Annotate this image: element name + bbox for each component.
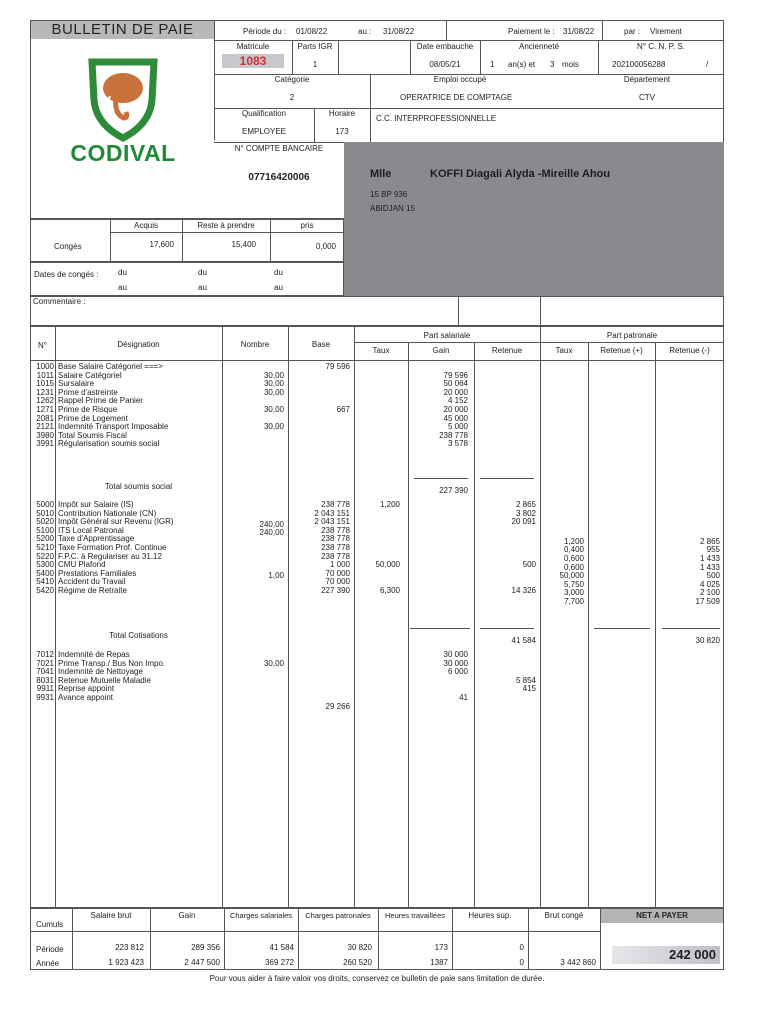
g3-base-4 bbox=[288, 711, 350, 720]
h-salaire-brut: Salaire brut bbox=[90, 911, 132, 920]
g1-designations-3: Prime d'astreinte bbox=[58, 387, 118, 397]
g3-designations-0: Indemnité de Repas bbox=[58, 650, 130, 659]
g2-taux bbox=[354, 501, 400, 596]
g3-retenue-1 bbox=[474, 660, 536, 669]
g2-designations-4: Taxe d'Apprentissage bbox=[58, 534, 135, 544]
g2-codes-0: 5000 bbox=[36, 500, 54, 509]
anciennete-label: Ancienneté bbox=[518, 42, 560, 51]
par-label: par : bbox=[624, 27, 641, 36]
periode-row-label: Période bbox=[36, 945, 64, 954]
h-heures-travaillees: Heures travaillées bbox=[384, 911, 446, 920]
periode-label: Période du : bbox=[243, 27, 287, 36]
g2-nombre bbox=[222, 512, 284, 607]
periode-heures-sup: 0 bbox=[519, 943, 524, 952]
g1-base-0: 79 596 bbox=[325, 362, 350, 371]
g1-codes-0: 1000 bbox=[36, 362, 54, 371]
g1-gain-2: 50 064 bbox=[443, 379, 468, 389]
g2-taux-7: 50,000 bbox=[375, 560, 400, 570]
g2-codes-5: 5210 bbox=[36, 542, 54, 552]
g1-designations-7: Indemnité Transport Imposable bbox=[58, 422, 169, 432]
g3-codes-1: 7021 bbox=[36, 658, 54, 668]
g2-taux-0: 1,200 bbox=[379, 500, 400, 509]
g1-nombre-2: 30,00 bbox=[263, 379, 284, 389]
g3-retenue-5 bbox=[474, 694, 536, 703]
g3-codes-2: 7041 bbox=[36, 667, 54, 677]
anciennete-years: 1 bbox=[490, 60, 495, 69]
g1-base-2 bbox=[288, 380, 350, 389]
pris-label: pris bbox=[300, 221, 314, 230]
g2-retenue-minus-5: 1 433 bbox=[699, 553, 720, 563]
g3-nombre bbox=[222, 651, 284, 703]
col-no: N° bbox=[38, 341, 47, 350]
g2-designations-1: Contribution Nationale (CN) bbox=[58, 508, 157, 518]
annee-gain: 2 447 500 bbox=[184, 958, 220, 967]
g3-nombre-1: 30,00 bbox=[263, 658, 284, 668]
g2-taux-1 bbox=[354, 510, 400, 519]
g1-nombre-5: 30,00 bbox=[263, 404, 284, 414]
g2-designations-6: F.P.C. à Regulariser au 31.12 bbox=[58, 551, 162, 561]
g1-designations bbox=[58, 363, 220, 449]
g2-taux-patronal-3: 1,200 bbox=[563, 536, 584, 546]
g2-designations-7: CMU Plafond bbox=[58, 560, 106, 570]
g1-base-3 bbox=[288, 389, 350, 398]
g1-gain bbox=[408, 363, 468, 449]
g1-gain-9: 3 578 bbox=[447, 439, 468, 449]
g3-nombre-3 bbox=[222, 677, 284, 686]
g1-total-gain: 227 390 bbox=[439, 486, 468, 495]
g2-taux-patronal-8: 5,750 bbox=[563, 579, 584, 589]
periode-heures: 173 bbox=[434, 943, 448, 952]
g1-gain-8: 238 778 bbox=[439, 430, 468, 440]
g3-base-3: 29 266 bbox=[325, 701, 350, 711]
commentaire-label: Commentaire : bbox=[33, 297, 86, 306]
document-title: BULLETIN DE PAIE bbox=[31, 21, 214, 39]
g2-codes-1: 5010 bbox=[36, 508, 54, 518]
g1-designations-5: Prime de Risque bbox=[58, 404, 118, 414]
g2-codes-8: 5400 bbox=[36, 568, 54, 578]
address-line-1: 15 BP 936 bbox=[370, 190, 408, 199]
g3-nombre-4 bbox=[222, 685, 284, 694]
g3-retenue-0 bbox=[474, 651, 536, 660]
periode-au: 31/08/22 bbox=[383, 27, 415, 36]
g3-codes bbox=[30, 651, 54, 703]
g1-nombre bbox=[222, 363, 284, 449]
g2-taux-patronal-0 bbox=[540, 512, 584, 521]
g3-gain-1: 30 000 bbox=[443, 658, 468, 668]
g2-taux-8 bbox=[354, 570, 400, 579]
col-retenue-minus: Retenue (-) bbox=[669, 346, 710, 355]
company-name: CODIVAL bbox=[70, 140, 176, 166]
categorie-value: 2 bbox=[289, 93, 295, 102]
g2-codes bbox=[30, 501, 54, 596]
au-2: au bbox=[198, 283, 207, 292]
g2-taux-patronal bbox=[540, 512, 584, 607]
departement-label: Département bbox=[623, 75, 671, 84]
periode-charges-sal: 41 584 bbox=[269, 943, 294, 952]
g1-gain-1: 79 596 bbox=[443, 370, 468, 380]
annee-row-label: Année bbox=[36, 959, 60, 968]
g2-codes-6: 5220 bbox=[36, 551, 54, 561]
col-nombre: Nombre bbox=[240, 340, 270, 349]
g2-retenue-5 bbox=[474, 544, 536, 553]
g1-codes-1: 1011 bbox=[36, 370, 54, 380]
g2-retenue-1: 3 802 bbox=[515, 508, 536, 518]
g2-codes-10: 5420 bbox=[36, 585, 54, 595]
g3-gain bbox=[408, 651, 468, 703]
g2-base bbox=[288, 501, 350, 596]
embauche-label: Date embauche bbox=[416, 42, 474, 51]
g2-taux-patronal-7: 50,000 bbox=[559, 571, 584, 581]
g2-taux-patronal-10: 7,700 bbox=[563, 596, 584, 606]
compte-value: 07716420006 bbox=[248, 172, 310, 183]
g2-codes-3: 5100 bbox=[36, 525, 54, 535]
g2-retenue-minus-0 bbox=[655, 512, 720, 521]
footer-note: Pour vous aider à faire valoir vos droits, conservez ce bulletin de paie sans limitation de durée. bbox=[209, 974, 545, 983]
g3-codes-5: 9931 bbox=[36, 692, 54, 702]
g3-nombre-2 bbox=[222, 668, 284, 677]
g1-codes-5: 1271 bbox=[36, 404, 54, 414]
qualification-value: EMPLOYEE bbox=[241, 127, 286, 136]
horaire-label: Horaire bbox=[328, 109, 356, 118]
qualification-label: Qualification bbox=[241, 109, 287, 118]
g3-retenue-3: 5 854 bbox=[515, 675, 536, 685]
cnps-value: 202100056288 bbox=[612, 60, 666, 69]
g2-retenue-2: 20 091 bbox=[511, 517, 536, 527]
g2-total-patronal: 30 820 bbox=[695, 636, 720, 645]
net-a-payer-value: 242 000 bbox=[612, 946, 720, 964]
g3-designations-3: Retenue Mutuelle Maladie bbox=[58, 675, 151, 685]
col-designation: Désignation bbox=[117, 340, 160, 349]
g2-total-label: Total Cotisations bbox=[109, 631, 168, 640]
g2-retenue-minus-7: 500 bbox=[706, 571, 720, 581]
company-logo bbox=[80, 52, 166, 142]
g1-designations-8: Total Soumis Fiscal bbox=[58, 430, 127, 440]
du-3: du bbox=[274, 268, 283, 277]
g2-retenue-minus-8: 4 025 bbox=[699, 579, 720, 589]
g3-retenue-4: 415 bbox=[522, 684, 536, 694]
g1-codes-7: 2121 bbox=[36, 422, 54, 432]
g2-taux-5 bbox=[354, 544, 400, 553]
g2-nombre-4 bbox=[222, 546, 284, 555]
g2-designations-10: Régime de Retraite bbox=[58, 585, 127, 595]
g2-base-4: 238 778 bbox=[321, 534, 350, 544]
periode-charges-pat: 30 820 bbox=[347, 943, 372, 952]
conges-label: Congés bbox=[54, 242, 82, 251]
g3-designations-2: Indemnité de Nettoyage bbox=[58, 667, 143, 677]
g2-nombre-7: 1,00 bbox=[268, 571, 284, 581]
col-retenue-plus: Retenue (+) bbox=[600, 346, 643, 355]
annee-salaire: 1 923 423 bbox=[108, 958, 144, 967]
reste-value: 15,400 bbox=[231, 240, 256, 249]
g2-taux-2 bbox=[354, 518, 400, 527]
du-1: du bbox=[118, 268, 127, 277]
g3-retenue bbox=[474, 651, 536, 703]
g1-nombre-9 bbox=[222, 440, 284, 449]
elephant-shield-icon bbox=[80, 52, 166, 142]
annee-heures: 1387 bbox=[430, 958, 448, 967]
g2-retenue-minus-3: 2 865 bbox=[699, 536, 720, 546]
g1-codes bbox=[30, 363, 54, 449]
g1-designations-1: Salaire Catégoriel bbox=[58, 370, 122, 380]
paiement-label: Paiement le : bbox=[508, 27, 555, 36]
au-label: au : bbox=[358, 27, 372, 36]
departement-value: CTV bbox=[639, 93, 655, 102]
h-brut-conge: Brut congé bbox=[544, 911, 584, 920]
g3-codes-0: 7012 bbox=[36, 650, 54, 659]
g2-nombre-5 bbox=[222, 555, 284, 564]
g1-codes-4: 1262 bbox=[36, 396, 54, 406]
anciennete-unit: mois bbox=[562, 60, 579, 69]
anciennete-months: 3 bbox=[550, 60, 555, 69]
g1-codes-3: 1231 bbox=[36, 387, 54, 397]
g2-base-2: 2 043 151 bbox=[314, 517, 350, 527]
g3-base-1 bbox=[288, 686, 350, 695]
g2-base-10: 227 390 bbox=[321, 585, 350, 595]
g1-nombre-1: 30,00 bbox=[263, 370, 284, 380]
g2-retenue-minus-1 bbox=[655, 521, 720, 530]
periode-salaire: 223 812 bbox=[115, 943, 144, 952]
h-gain: Gain bbox=[178, 911, 196, 920]
g2-codes-9: 5410 bbox=[36, 577, 54, 587]
dates-conges-block bbox=[30, 262, 344, 296]
g2-base-9: 70 000 bbox=[325, 577, 350, 587]
g1-gain-3: 20 000 bbox=[443, 387, 468, 397]
cnps-suffix: / bbox=[706, 60, 709, 69]
g1-codes-6: 2081 bbox=[36, 413, 54, 423]
g1-designations-4: Rappel Prime de Panier bbox=[58, 396, 143, 406]
commentaire-block bbox=[30, 296, 724, 326]
g2-retenue-minus-4: 955 bbox=[706, 545, 720, 555]
g2-retenue-8 bbox=[474, 570, 536, 579]
address-block bbox=[344, 142, 724, 296]
g2-base-0: 238 778 bbox=[321, 500, 350, 509]
g1-codes-9: 3991 bbox=[36, 439, 54, 449]
g2-taux-patronal-1 bbox=[540, 521, 584, 530]
horaire-value: 173 bbox=[335, 127, 349, 136]
g2-base-1: 2 043 151 bbox=[314, 508, 350, 518]
g1-gain-6: 45 000 bbox=[443, 413, 468, 423]
g3-base bbox=[288, 677, 350, 729]
g1-nombre-8 bbox=[222, 432, 284, 441]
g1-codes-8: 3980 bbox=[36, 430, 54, 440]
g2-taux-10: 6,300 bbox=[379, 585, 400, 595]
g2-designations-5: Taxe Formation Prof. Continue bbox=[58, 542, 167, 552]
col-part-patronale: Part patronale bbox=[606, 331, 658, 340]
g2-retenue-3 bbox=[474, 527, 536, 536]
annee-charges-pat: 260 520 bbox=[343, 958, 372, 967]
g1-designations-2: Sursalaire bbox=[58, 379, 95, 389]
g2-designations-3: ITS Local Patronal bbox=[58, 525, 124, 535]
anciennete-mid: an(s) et bbox=[508, 60, 536, 69]
matricule-value: 1083 bbox=[222, 54, 284, 68]
compte-label: N° COMPTE BANCAIRE bbox=[234, 144, 324, 153]
parts-label: Parts IGR bbox=[297, 42, 333, 51]
paiement-date: 31/08/22 bbox=[563, 27, 595, 36]
annee-charges-sal: 369 272 bbox=[265, 958, 294, 967]
g1-base-6 bbox=[288, 415, 350, 424]
g1-nombre-3: 30,00 bbox=[263, 387, 284, 397]
g1-base-5: 667 bbox=[336, 404, 350, 414]
g2-retenue-4 bbox=[474, 535, 536, 544]
g2-codes-2: 5020 bbox=[36, 517, 54, 527]
employee-name: KOFFI Diagali Alyda -Mireille Ahou bbox=[430, 168, 611, 180]
g1-gain-7: 5 000 bbox=[447, 422, 468, 432]
par-value: Virement bbox=[650, 27, 682, 36]
net-a-payer-label: NET A PAYER bbox=[601, 909, 723, 923]
du-2: du bbox=[198, 268, 207, 277]
g1-codes-2: 1015 bbox=[36, 379, 54, 389]
g2-taux-patronal-4: 0,400 bbox=[563, 545, 584, 555]
g2-nombre-2: 240,00 bbox=[259, 528, 284, 538]
g2-retenue-minus-10: 17 509 bbox=[695, 596, 720, 606]
civilite: Mlle bbox=[370, 168, 392, 180]
parts-value: 1 bbox=[312, 60, 318, 69]
g2-total-retenue: 41 584 bbox=[511, 636, 536, 645]
g1-base-9 bbox=[288, 440, 350, 449]
col-taux: Taux bbox=[372, 346, 390, 355]
g2-base-7: 1 000 bbox=[329, 560, 350, 570]
g2-designations-8: Prestations Familiales bbox=[58, 568, 137, 578]
g1-gain-5: 20 000 bbox=[443, 404, 468, 414]
g2-nombre-1: 240,00 bbox=[259, 519, 284, 529]
reste-label: Reste à prendre bbox=[197, 221, 255, 230]
g2-retenue-minus bbox=[655, 512, 720, 607]
g2-retenue-10: 14 326 bbox=[511, 585, 536, 595]
acquis-value: 17,600 bbox=[149, 240, 174, 249]
g3-base-0 bbox=[288, 677, 350, 686]
g1-base-8 bbox=[288, 432, 350, 441]
g3-designations-1: Prime Transp./ Bus Non Impo. bbox=[58, 658, 166, 668]
g2-retenue-7: 500 bbox=[522, 560, 536, 570]
pris-value: 0,000 bbox=[315, 242, 336, 251]
g1-gain-4: 4 152 bbox=[447, 396, 468, 406]
g2-nombre-10 bbox=[222, 598, 284, 607]
g3-designations-4: Reprise appoint bbox=[58, 684, 115, 694]
g2-taux-patronal-6: 0,600 bbox=[563, 562, 584, 572]
periode-gain: 289 356 bbox=[191, 943, 220, 952]
g3-base-5 bbox=[288, 720, 350, 729]
g2-taux-patronal-9: 3,000 bbox=[563, 588, 584, 598]
col-part-salariale: Part salariale bbox=[423, 331, 471, 340]
g2-codes-7: 5300 bbox=[36, 560, 54, 570]
cumuls-label: Cumuls bbox=[36, 920, 64, 929]
g2-retenue bbox=[474, 501, 536, 596]
g3-codes-3: 8031 bbox=[36, 675, 54, 685]
g2-taux-4 bbox=[354, 535, 400, 544]
g2-base-6: 238 778 bbox=[321, 551, 350, 561]
g1-base-7 bbox=[288, 423, 350, 432]
embauche-value: 08/05/21 bbox=[429, 60, 461, 69]
matricule-label: Matricule bbox=[236, 42, 270, 51]
g2-base-3: 238 778 bbox=[321, 525, 350, 535]
g2-base-8: 70 000 bbox=[325, 568, 350, 578]
g1-designations-6: Prime de Logement bbox=[58, 413, 128, 423]
g2-nombre-8 bbox=[222, 581, 284, 590]
annee-brut-conge: 3 442 860 bbox=[560, 958, 596, 967]
cnps-label: N° C. N. P. S. bbox=[637, 42, 685, 51]
au-1: au bbox=[118, 283, 127, 292]
g2-nombre-9 bbox=[222, 589, 284, 598]
g2-retenue-minus-9: 2 100 bbox=[699, 588, 720, 598]
g3-gain-0: 30 000 bbox=[443, 650, 468, 659]
g1-total-label: Total soumis social bbox=[104, 482, 173, 491]
g2-codes-4: 5200 bbox=[36, 534, 54, 544]
g2-designations-2: Impôt Général sur Revenu (IGR) bbox=[58, 517, 174, 527]
g3-gain-5: 41 bbox=[459, 692, 468, 702]
dates-conges-label: Dates de congés : bbox=[34, 270, 99, 279]
g3-designations-5: Avance appoint bbox=[58, 692, 114, 702]
annee-heures-sup: 0 bbox=[519, 958, 524, 967]
col-gain: Gain bbox=[432, 346, 450, 355]
g2-taux-3 bbox=[354, 527, 400, 536]
emploi-label: Emploi occupé bbox=[433, 75, 487, 84]
col-retenue: Retenue bbox=[491, 346, 523, 355]
g2-nombre-3 bbox=[222, 538, 284, 547]
address-line-2: ABIDJAN 15 bbox=[370, 204, 415, 213]
g2-designations bbox=[58, 501, 220, 596]
emploi-value: OPERATRICE DE COMPTAGE bbox=[400, 93, 513, 102]
g2-retenue-0: 2 865 bbox=[515, 500, 536, 509]
col-base: Base bbox=[311, 340, 331, 349]
h-charges-patronales: Charges patronales bbox=[305, 911, 371, 920]
g2-retenue-minus-6: 1 433 bbox=[699, 562, 720, 572]
h-heures-sup: Heures sup. bbox=[468, 911, 512, 920]
g3-gain-2: 6 000 bbox=[447, 667, 468, 677]
convention-value: C.C. INTERPROFESSIONNELLE bbox=[376, 114, 497, 123]
g1-designations-0: Base Salaire Catégoriel ===> bbox=[58, 362, 163, 371]
g2-base-5: 238 778 bbox=[321, 542, 350, 552]
au-3: au bbox=[274, 283, 283, 292]
periode-du: 01/08/22 bbox=[296, 27, 328, 36]
g3-designations bbox=[58, 651, 220, 703]
col-taux-patronal: Taux bbox=[555, 346, 573, 355]
g3-nombre-5 bbox=[222, 694, 284, 703]
acquis-label: Acquis bbox=[133, 221, 158, 230]
g3-gain-3 bbox=[408, 677, 468, 686]
g2-designations-9: Accident du Travail bbox=[58, 577, 126, 587]
g2-designations-0: Impôt sur Salaire (IS) bbox=[58, 500, 134, 509]
g1-base-1 bbox=[288, 372, 350, 381]
g1-nombre-7: 30,00 bbox=[263, 422, 284, 432]
g1-base bbox=[288, 363, 350, 449]
h-charges-salariales: Charges salariales bbox=[229, 911, 293, 920]
categorie-label: Catégorie bbox=[274, 75, 310, 84]
g1-designations-9: Régularisation soumis social bbox=[58, 439, 160, 449]
g2-taux-patronal-5: 0,600 bbox=[563, 553, 584, 563]
g3-codes-4: 9911 bbox=[36, 684, 54, 694]
